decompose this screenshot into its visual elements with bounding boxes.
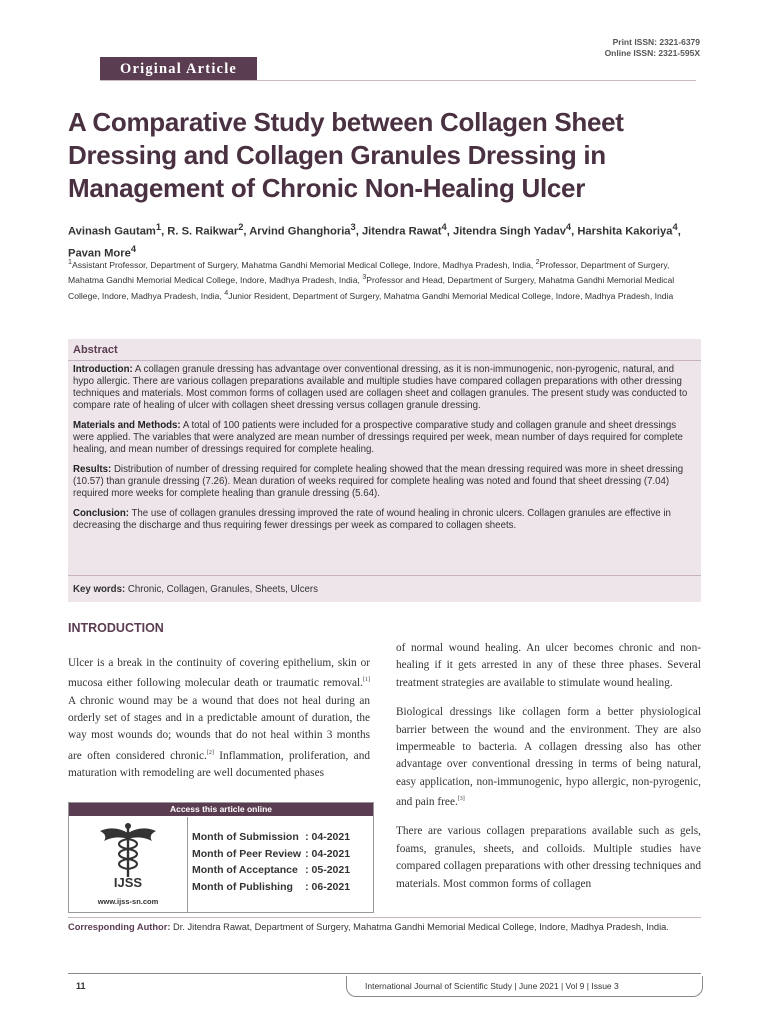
keywords-text: Chronic, Collagen, Granules, Sheets, Ulcers [127, 584, 318, 595]
author-name: Jitendra Rawat [361, 225, 442, 238]
abstract-text: A collagen granule dressing has advantage over conventional dressing, as it is non-immunogenic, non-pyrogenic, natural, and hypo allergic. There are various collagen preparations available and multiple studies have compared collagen preparations with other dressing techniques and materials. Most common forms of collagen used are collagen sheet and collagen granules. The present study was conducted to compare rate of healing of ulcer with collagen sheet dressing versus collagen granule dressing. [73, 364, 688, 411]
abstract-label: Materials and Methods: [73, 420, 181, 431]
abstract-label: Conclusion: [73, 508, 129, 519]
citation-ref: [2] [206, 749, 214, 756]
author-name: Jitendra Singh Yadav [452, 225, 566, 238]
intro-paragraph [396, 704, 701, 811]
date-value: : 06-2021 [305, 880, 351, 893]
author-sup: 4 [565, 222, 572, 232]
author-sup: 3 [350, 222, 356, 232]
affiliation-text: Professor, Department of Surgery, Mahatma Gandhi Memorial Medical College, Indore, Madhya Pradesh, India, [68, 259, 670, 286]
page-number: 11 [76, 981, 86, 991]
date-label: Month of Acceptance [192, 864, 298, 877]
author-sup: 2 [238, 222, 244, 232]
keywords [73, 584, 318, 595]
abstract-label: Results: [73, 464, 112, 475]
corresponding-author [68, 921, 701, 934]
affiliations [68, 256, 693, 302]
keywords-rule [68, 575, 701, 576]
article-title: A Comparative Study between Collagen Sheet Dressing and Collagen Granules Dressing in Management of Chronic Non-Healing Ulcer [68, 107, 624, 203]
author-name: Avinash Gautam [68, 225, 156, 238]
affiliation-sup: 4 [224, 288, 229, 297]
date-row [192, 862, 350, 879]
journal-citation: International Journal of Scientific Study | June 2021 | Vol 9 | Issue 3 [365, 981, 619, 991]
citation-ref: [1] [363, 677, 370, 684]
access-article-box [68, 802, 374, 913]
date-row [192, 829, 350, 846]
author-sup: 1 [155, 222, 162, 232]
abstract-label: Introduction: [73, 364, 133, 375]
author-sup: 4 [672, 222, 678, 232]
affiliation-sup: 2 [535, 258, 540, 266]
author-name: Arvind Ghanghoria [249, 225, 351, 238]
abstract-section [73, 364, 695, 412]
date-value: : 04-2021 [305, 831, 351, 843]
corresponding-text: Dr. Jitendra Rawat, Department of Surgery, Mahatma Gandhi Memorial Medical College, Indore, Madhya Pradesh, India. [170, 922, 669, 932]
author-name: Harshita Kakoriya [577, 225, 673, 238]
corresponding-label: Corresponding Author: [68, 922, 171, 932]
header-rule [100, 80, 696, 81]
date-value: : 05-2021 [305, 864, 351, 877]
date-value: : 04-2021 [305, 847, 351, 860]
left-column [68, 655, 370, 794]
intro-paragraph [396, 823, 701, 893]
body-text: A chronic wound may be a wound that does not heal during an orderly set of stages and in a predictable amount of duration, the way most wounds do; wounds that do not heal within 3 months are often considered chronic. [68, 694, 370, 762]
journal-logo[interactable] [69, 817, 188, 912]
author-name: Pavan More [68, 247, 131, 260]
abstract-section [73, 508, 695, 532]
date-label: Month of Submission [192, 831, 299, 843]
abstract-body [73, 364, 695, 540]
intro-paragraph-left [68, 655, 370, 782]
abstract-box [68, 339, 701, 602]
affiliation-text: Assistant Professor, Department of Surgery, Mahatma Gandhi Memorial Medical College, Indore, Madhya Pradesh, India, [71, 259, 536, 270]
affiliation-text: Junior Resident, Department of Surgery, Mahatma Gandhi Memorial Medical College, Indore, Madhya Pradesh, India [228, 290, 674, 301]
abstract-heading-rule [68, 360, 701, 361]
intro-paragraph [396, 640, 701, 692]
body-text: There are various collagen preparations available such as gels, foams, granules, sheets, and colloids. Multiple studies have compared collagen preparations with other dressing techniques and materials. Most common forms of collagen [396, 825, 701, 890]
body-text: Ulcer is a break in the continuity of covering epithelium, skin or mucosa either following molecular death or traumatic removal. [68, 657, 370, 690]
date-label: Month of Peer Review [192, 847, 302, 860]
author-sup: 4 [130, 243, 137, 254]
print-issn: Print ISSN: 2321-6379 [612, 37, 700, 47]
abstract-section [73, 464, 695, 500]
article-type-label: Original Article [100, 57, 257, 81]
affiliation-text: Professor and Head, Department of Surgery, Mahatma Gandhi Memorial Medical College, Indore, Madhya Pradesh, India, [68, 275, 675, 301]
right-column [396, 640, 701, 905]
footer-rule [68, 973, 701, 974]
body-text: Inflammation, proliferation, and maturation with remodeling are well documented phases [68, 749, 370, 779]
abstract-heading: Abstract [73, 344, 118, 356]
citation-ref: [3] [457, 796, 465, 803]
article-type-tab [100, 57, 257, 81]
author-list: Avinash Gautam$^1$, R. S. Raikwar$^2$, Arvind Ghanghoria$^3$, Jitendra Rawat$^4$, Jitendra Singh Yadav$^4$, Harshita Kakoriya$^4$, Pavan More$^4$ [68, 222, 681, 260]
author-name: R. S. Raikwar [167, 225, 239, 238]
date-label: Month of Publishing [192, 880, 293, 893]
author-sup: 4 [441, 222, 447, 232]
keywords-label: Key words: [73, 584, 126, 595]
body-text: Biological dressings like collagen form a better physiological barrier between the wound and the environment. They are also impermeable to bacteria. A collagen dressing also has other advantage over conventional dressing in terms of being natural, easy application, non-immunogenic, hypo allergic, non-pyrogenic, and pain free. [396, 706, 701, 809]
online-issn: Online ISSN: 2321-595X [604, 48, 700, 58]
logo-text: IJSS [113, 875, 143, 890]
issn-block [605, 37, 700, 59]
abstract-text: The use of collagen granules dressing improved the rate of wound healing in chronic ulcers. Collagen granules are effective in decreasing the discharge and thus requiring fewer dressings per week as compared to collagen sheets. [73, 508, 671, 531]
introduction-heading: INTRODUCTION [68, 621, 164, 635]
date-row [192, 879, 350, 896]
publication-dates [192, 829, 350, 895]
body-text: of normal wound healing. An ulcer becomes chronic and non-healing if it gets arrested in any of these three phases. Several treatment strategies are available to stimulate wound healing. [396, 642, 701, 689]
abstract-section [73, 420, 695, 456]
affiliation-sup: 3 [362, 273, 367, 282]
affiliation-sup: 1 [68, 258, 72, 266]
abstract-text: Distribution of number of dressing required for complete healing showed that the mean dressing required was more in sheet dressing (10.57) than granule dressing (7.26). Mean duration of weeks required for complete healing was noted and found that sheet dressing (7.04) required more weeks for complete healing than granule dressing (5.64). [73, 464, 684, 499]
journal-url[interactable]: www.ijss-sn.com [97, 897, 159, 906]
access-heading: Access this article online [69, 803, 373, 816]
abstract-text: A total of 100 patients were included for a prospective comparative study and collagen granule and sheet dressings were applied. The variables that were analyzed are mean number of dressings required per week, mean number of days required for complete healing, and mean number of dressings required for complete healing. [73, 420, 683, 455]
date-row [192, 846, 350, 863]
corresponding-rule [68, 917, 701, 918]
